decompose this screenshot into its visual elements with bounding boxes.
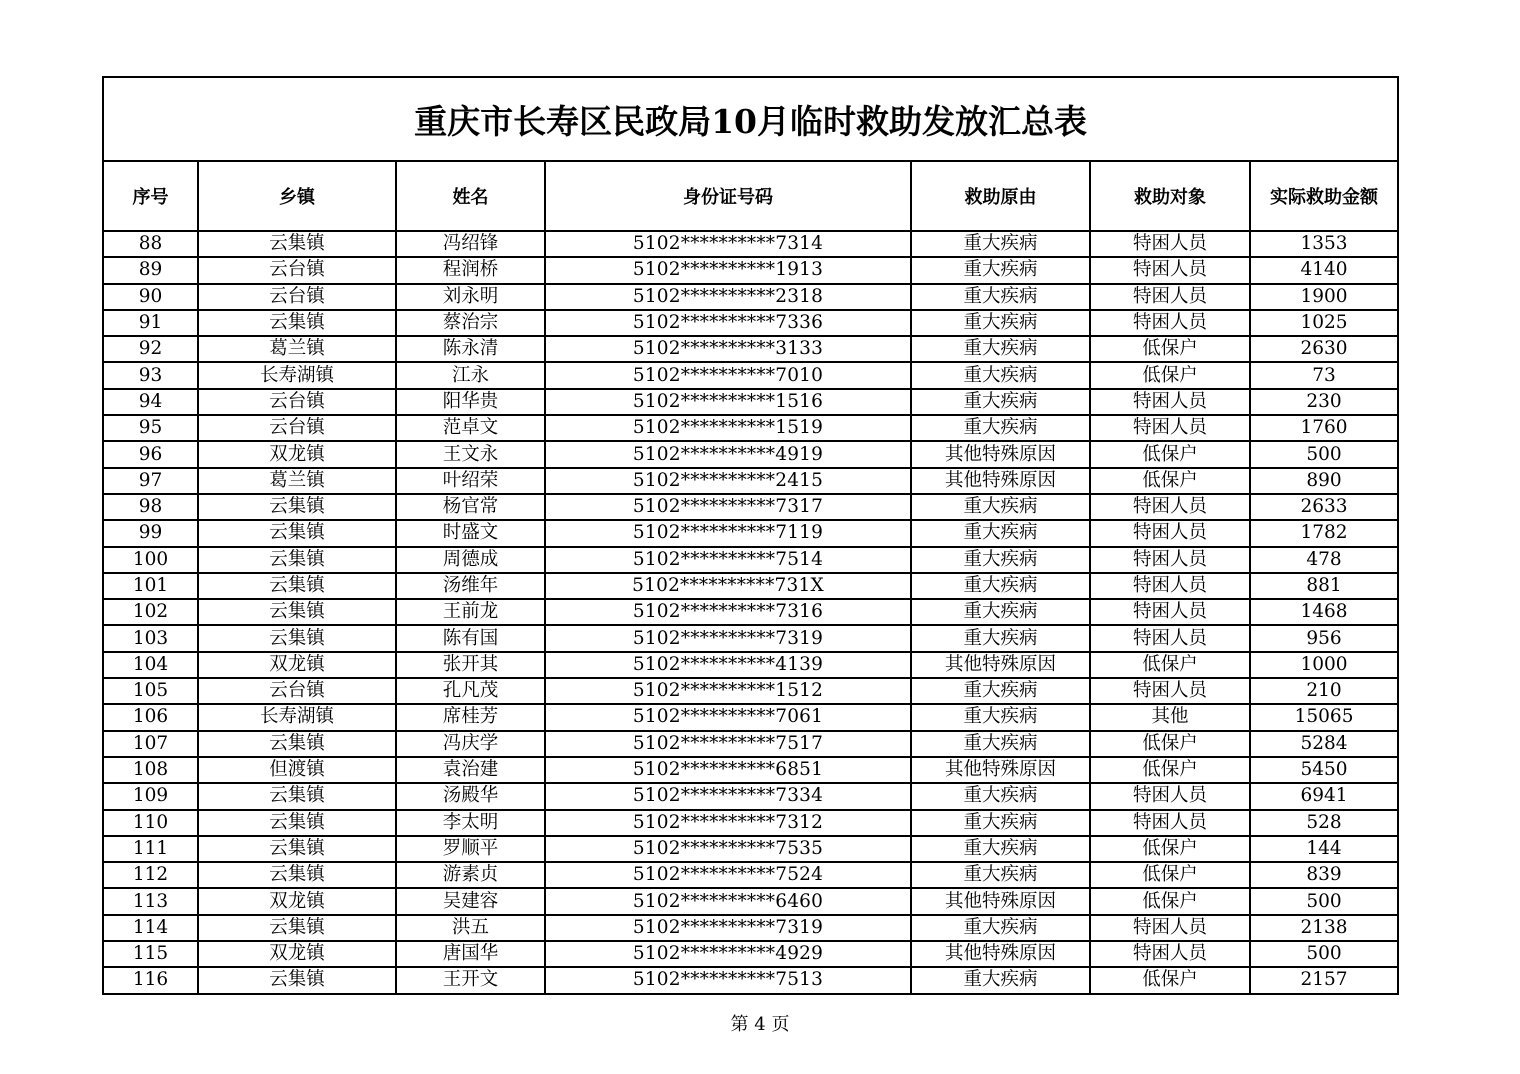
- cell-recipient-type: 低保户: [1090, 362, 1250, 388]
- cell-name: 刘永明: [396, 284, 545, 310]
- cell-reason: 重大疾病: [911, 284, 1090, 310]
- cell-town: 云台镇: [198, 284, 396, 310]
- cell-name: 冯绍锋: [396, 231, 545, 257]
- cell-recipient-type: 特困人员: [1090, 941, 1250, 967]
- cell-name: 陈有国: [396, 625, 545, 651]
- table-row: [103, 731, 1398, 757]
- cell-name: 孔凡茂: [396, 678, 545, 704]
- cell-reason: 重大疾病: [911, 415, 1090, 441]
- cell-index: 107: [103, 731, 198, 757]
- table-row: [103, 573, 1398, 599]
- cell-name: 游素贞: [396, 862, 545, 888]
- cell-reason: 重大疾病: [911, 915, 1090, 941]
- cell-amount: 73: [1250, 362, 1398, 388]
- cell-recipient-type: 特困人员: [1090, 573, 1250, 599]
- cell-amount: 5284: [1250, 731, 1398, 757]
- cell-name: 王文永: [396, 441, 545, 467]
- cell-town: 长寿湖镇: [198, 362, 396, 388]
- header-row: [103, 161, 1398, 231]
- cell-amount: 478: [1250, 547, 1398, 573]
- table-body: [103, 231, 1398, 994]
- cell-index: 114: [103, 915, 198, 941]
- cell-amount: 1900: [1250, 284, 1398, 310]
- cell-index: 96: [103, 441, 198, 467]
- table-row: [103, 678, 1398, 704]
- cell-amount: 500: [1250, 941, 1398, 967]
- cell-amount: 2138: [1250, 915, 1398, 941]
- cell-reason: 其他特殊原因: [911, 441, 1090, 467]
- cell-recipient-type: 其他: [1090, 704, 1250, 730]
- cell-index: 108: [103, 757, 198, 783]
- cell-id-number: 5102**********731X: [545, 573, 911, 599]
- cell-town: 葛兰镇: [198, 468, 396, 494]
- cell-reason: 重大疾病: [911, 231, 1090, 257]
- table-row: [103, 310, 1398, 336]
- cell-reason: 重大疾病: [911, 257, 1090, 283]
- cell-id-number: 5102**********7517: [545, 731, 911, 757]
- cell-amount: 1353: [1250, 231, 1398, 257]
- cell-amount: 2157: [1250, 967, 1398, 993]
- cell-town: 云台镇: [198, 389, 396, 415]
- cell-reason: 重大疾病: [911, 810, 1090, 836]
- cell-recipient-type: 低保户: [1090, 731, 1250, 757]
- cell-town: 云集镇: [198, 573, 396, 599]
- cell-id-number: 5102**********7319: [545, 915, 911, 941]
- cell-town: 云集镇: [198, 915, 396, 941]
- cell-town: 云台镇: [198, 257, 396, 283]
- cell-town: 云台镇: [198, 678, 396, 704]
- cell-reason: 重大疾病: [911, 336, 1090, 362]
- cell-reason: 重大疾病: [911, 836, 1090, 862]
- table-row: [103, 625, 1398, 651]
- cell-recipient-type: 特困人员: [1090, 310, 1250, 336]
- cell-id-number: 5102**********1512: [545, 678, 911, 704]
- col-header-amount: 实际救助金额: [1250, 161, 1398, 231]
- col-header-index: 序号: [103, 161, 198, 231]
- cell-reason: 重大疾病: [911, 573, 1090, 599]
- cell-amount: 2633: [1250, 494, 1398, 520]
- cell-recipient-type: 低保户: [1090, 441, 1250, 467]
- cell-town: 葛兰镇: [198, 336, 396, 362]
- cell-town: 但渡镇: [198, 757, 396, 783]
- table-row: [103, 915, 1398, 941]
- cell-id-number: 5102**********4929: [545, 941, 911, 967]
- table-row: [103, 704, 1398, 730]
- cell-name: 袁治建: [396, 757, 545, 783]
- table-row: [103, 547, 1398, 573]
- cell-amount: 4140: [1250, 257, 1398, 283]
- table-row: [103, 888, 1398, 914]
- cell-recipient-type: 特困人员: [1090, 389, 1250, 415]
- cell-id-number: 5102**********4919: [545, 441, 911, 467]
- table-row: [103, 967, 1398, 993]
- cell-recipient-type: 低保户: [1090, 862, 1250, 888]
- cell-amount: 6941: [1250, 783, 1398, 809]
- col-header-reason: 救助原由: [911, 161, 1090, 231]
- cell-amount: 5450: [1250, 757, 1398, 783]
- table-row: [103, 468, 1398, 494]
- cell-recipient-type: 特困人员: [1090, 284, 1250, 310]
- table-row: [103, 810, 1398, 836]
- cell-name: 唐国华: [396, 941, 545, 967]
- cell-amount: 500: [1250, 441, 1398, 467]
- cell-amount: 890: [1250, 468, 1398, 494]
- cell-index: 116: [103, 967, 198, 993]
- relief-table: [102, 76, 1399, 995]
- cell-name: 罗顺平: [396, 836, 545, 862]
- cell-reason: 重大疾病: [911, 625, 1090, 651]
- cell-recipient-type: 特困人员: [1090, 415, 1250, 441]
- table-row: [103, 441, 1398, 467]
- cell-name: 汤殿华: [396, 783, 545, 809]
- cell-amount: 2630: [1250, 336, 1398, 362]
- cell-id-number: 5102**********7314: [545, 231, 911, 257]
- cell-index: 112: [103, 862, 198, 888]
- cell-id-number: 5102**********7535: [545, 836, 911, 862]
- cell-index: 104: [103, 652, 198, 678]
- cell-name: 程润桥: [396, 257, 545, 283]
- cell-amount: 1000: [1250, 652, 1398, 678]
- cell-name: 李太明: [396, 810, 545, 836]
- cell-id-number: 5102**********1516: [545, 389, 911, 415]
- cell-index: 88: [103, 231, 198, 257]
- cell-id-number: 5102**********7010: [545, 362, 911, 388]
- cell-town: 双龙镇: [198, 888, 396, 914]
- cell-name: 陈永清: [396, 336, 545, 362]
- cell-recipient-type: 特困人员: [1090, 678, 1250, 704]
- table-row: [103, 757, 1398, 783]
- table-row: [103, 362, 1398, 388]
- col-header-id-number: 身份证号码: [545, 161, 911, 231]
- cell-recipient-type: 特困人员: [1090, 599, 1250, 625]
- cell-id-number: 5102**********4139: [545, 652, 911, 678]
- cell-recipient-type: 低保户: [1090, 757, 1250, 783]
- cell-id-number: 5102**********6460: [545, 888, 911, 914]
- table-row: [103, 494, 1398, 520]
- cell-id-number: 5102**********7312: [545, 810, 911, 836]
- cell-amount: 956: [1250, 625, 1398, 651]
- cell-id-number: 5102**********7061: [545, 704, 911, 730]
- cell-recipient-type: 特困人员: [1090, 231, 1250, 257]
- cell-index: 92: [103, 336, 198, 362]
- table-row: [103, 836, 1398, 862]
- cell-name: 江永: [396, 362, 545, 388]
- cell-index: 97: [103, 468, 198, 494]
- cell-id-number: 5102**********1519: [545, 415, 911, 441]
- cell-recipient-type: 特困人员: [1090, 257, 1250, 283]
- cell-id-number: 5102**********7524: [545, 862, 911, 888]
- table-row: [103, 599, 1398, 625]
- cell-reason: 重大疾病: [911, 967, 1090, 993]
- cell-name: 张开其: [396, 652, 545, 678]
- cell-index: 98: [103, 494, 198, 520]
- table-row: [103, 520, 1398, 546]
- cell-id-number: 5102**********6851: [545, 757, 911, 783]
- cell-reason: 重大疾病: [911, 547, 1090, 573]
- cell-name: 洪五: [396, 915, 545, 941]
- cell-id-number: 5102**********2415: [545, 468, 911, 494]
- cell-id-number: 5102**********7336: [545, 310, 911, 336]
- cell-id-number: 5102**********3133: [545, 336, 911, 362]
- cell-reason: 重大疾病: [911, 704, 1090, 730]
- cell-town: 云集镇: [198, 862, 396, 888]
- cell-id-number: 5102**********1913: [545, 257, 911, 283]
- cell-reason: 其他特殊原因: [911, 468, 1090, 494]
- cell-name: 范卓文: [396, 415, 545, 441]
- table-title: 重庆市长寿区民政局10月临时救助发放汇总表: [103, 77, 1398, 161]
- cell-index: 99: [103, 520, 198, 546]
- cell-name: 席桂芳: [396, 704, 545, 730]
- cell-name: 周德成: [396, 547, 545, 573]
- cell-recipient-type: 低保户: [1090, 468, 1250, 494]
- cell-reason: 重大疾病: [911, 599, 1090, 625]
- cell-recipient-type: 低保户: [1090, 836, 1250, 862]
- cell-index: 100: [103, 547, 198, 573]
- cell-recipient-type: 特困人员: [1090, 810, 1250, 836]
- cell-index: 110: [103, 810, 198, 836]
- cell-amount: 528: [1250, 810, 1398, 836]
- table-row: [103, 415, 1398, 441]
- cell-reason: 重大疾病: [911, 783, 1090, 809]
- cell-town: 双龙镇: [198, 652, 396, 678]
- table-row: [103, 336, 1398, 362]
- table-row: [103, 783, 1398, 809]
- cell-town: 双龙镇: [198, 441, 396, 467]
- cell-town: 云集镇: [198, 783, 396, 809]
- page-number: 第 4 页: [730, 1014, 790, 1035]
- cell-town: 云集镇: [198, 836, 396, 862]
- cell-town: 云集镇: [198, 810, 396, 836]
- cell-index: 91: [103, 310, 198, 336]
- cell-id-number: 5102**********7317: [545, 494, 911, 520]
- cell-reason: 其他特殊原因: [911, 652, 1090, 678]
- cell-amount: 1468: [1250, 599, 1398, 625]
- cell-index: 113: [103, 888, 198, 914]
- cell-recipient-type: 低保户: [1090, 888, 1250, 914]
- cell-index: 89: [103, 257, 198, 283]
- cell-town: 云集镇: [198, 547, 396, 573]
- cell-amount: 1025: [1250, 310, 1398, 336]
- cell-recipient-type: 特困人员: [1090, 783, 1250, 809]
- col-header-town: 乡镇: [198, 161, 396, 231]
- cell-index: 111: [103, 836, 198, 862]
- col-header-name: 姓名: [396, 161, 545, 231]
- cell-amount: 500: [1250, 888, 1398, 914]
- cell-index: 115: [103, 941, 198, 967]
- cell-id-number: 5102**********7119: [545, 520, 911, 546]
- cell-id-number: 5102**********7513: [545, 967, 911, 993]
- cell-name: 叶绍荣: [396, 468, 545, 494]
- cell-index: 103: [103, 625, 198, 651]
- cell-reason: 重大疾病: [911, 520, 1090, 546]
- cell-town: 云集镇: [198, 625, 396, 651]
- cell-recipient-type: 特困人员: [1090, 915, 1250, 941]
- cell-name: 冯庆学: [396, 731, 545, 757]
- cell-reason: 其他特殊原因: [911, 757, 1090, 783]
- cell-town: 云集镇: [198, 494, 396, 520]
- cell-name: 阳华贵: [396, 389, 545, 415]
- cell-name: 蔡治宗: [396, 310, 545, 336]
- cell-name: 吴建容: [396, 888, 545, 914]
- cell-town: 云集镇: [198, 599, 396, 625]
- cell-index: 93: [103, 362, 198, 388]
- cell-amount: 15065: [1250, 704, 1398, 730]
- cell-reason: 重大疾病: [911, 389, 1090, 415]
- table-row: [103, 257, 1398, 283]
- cell-reason: 重大疾病: [911, 310, 1090, 336]
- table-row: [103, 284, 1398, 310]
- cell-town: 云集镇: [198, 231, 396, 257]
- cell-recipient-type: 特困人员: [1090, 547, 1250, 573]
- cell-index: 95: [103, 415, 198, 441]
- cell-recipient-type: 低保户: [1090, 336, 1250, 362]
- cell-amount: 1760: [1250, 415, 1398, 441]
- cell-town: 云集镇: [198, 310, 396, 336]
- table-row: [103, 652, 1398, 678]
- cell-reason: 重大疾病: [911, 494, 1090, 520]
- table-row: [103, 941, 1398, 967]
- cell-index: 109: [103, 783, 198, 809]
- cell-reason: 其他特殊原因: [911, 941, 1090, 967]
- cell-name: 王开文: [396, 967, 545, 993]
- cell-amount: 144: [1250, 836, 1398, 862]
- col-header-recipient-type: 救助对象: [1090, 161, 1250, 231]
- cell-index: 101: [103, 573, 198, 599]
- table-row: [103, 862, 1398, 888]
- cell-index: 90: [103, 284, 198, 310]
- cell-index: 106: [103, 704, 198, 730]
- table-row: [103, 231, 1398, 257]
- cell-amount: 881: [1250, 573, 1398, 599]
- cell-town: 云集镇: [198, 967, 396, 993]
- cell-town: 长寿湖镇: [198, 704, 396, 730]
- cell-id-number: 5102**********7316: [545, 599, 911, 625]
- cell-id-number: 5102**********2318: [545, 284, 911, 310]
- cell-name: 时盛文: [396, 520, 545, 546]
- cell-town: 双龙镇: [198, 941, 396, 967]
- cell-index: 102: [103, 599, 198, 625]
- cell-name: 王前龙: [396, 599, 545, 625]
- cell-town: 云台镇: [198, 415, 396, 441]
- cell-recipient-type: 特困人员: [1090, 625, 1250, 651]
- cell-id-number: 5102**********7334: [545, 783, 911, 809]
- cell-amount: 230: [1250, 389, 1398, 415]
- cell-reason: 重大疾病: [911, 731, 1090, 757]
- cell-name: 杨官常: [396, 494, 545, 520]
- cell-index: 105: [103, 678, 198, 704]
- cell-reason: 其他特殊原因: [911, 888, 1090, 914]
- cell-amount: 1782: [1250, 520, 1398, 546]
- cell-recipient-type: 低保户: [1090, 652, 1250, 678]
- cell-amount: 210: [1250, 678, 1398, 704]
- cell-reason: 重大疾病: [911, 678, 1090, 704]
- cell-index: 94: [103, 389, 198, 415]
- cell-reason: 重大疾病: [911, 362, 1090, 388]
- cell-amount: 839: [1250, 862, 1398, 888]
- cell-reason: 重大疾病: [911, 862, 1090, 888]
- cell-recipient-type: 特困人员: [1090, 520, 1250, 546]
- cell-recipient-type: 低保户: [1090, 967, 1250, 993]
- cell-town: 云集镇: [198, 520, 396, 546]
- table-row: [103, 389, 1398, 415]
- summary-sheet: [102, 76, 1397, 995]
- cell-town: 云集镇: [198, 731, 396, 757]
- cell-recipient-type: 特困人员: [1090, 494, 1250, 520]
- cell-id-number: 5102**********7319: [545, 625, 911, 651]
- cell-id-number: 5102**********7514: [545, 547, 911, 573]
- cell-name: 汤维年: [396, 573, 545, 599]
